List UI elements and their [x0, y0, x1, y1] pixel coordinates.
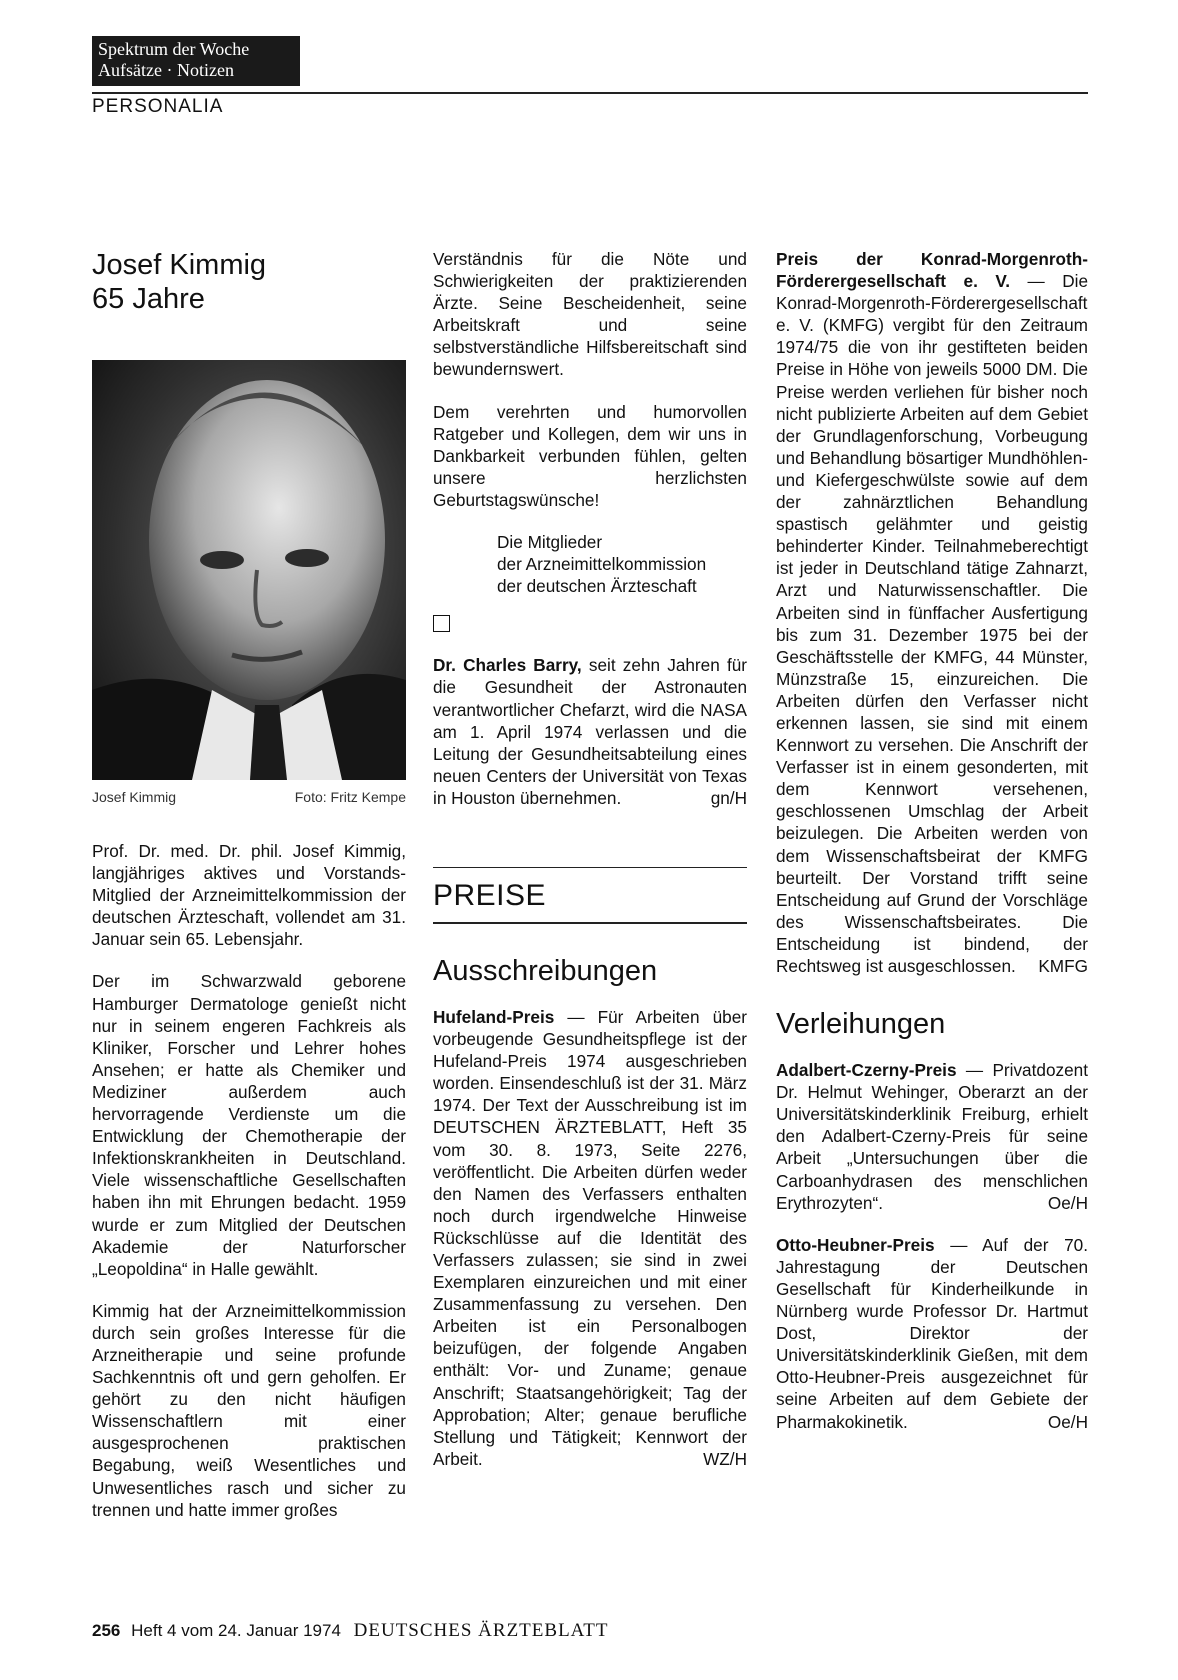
page-number: 256 — [92, 1621, 121, 1640]
column-2 — [433, 248, 747, 1490]
journal-name: DEUTSCHES ÄRZTEBLATT — [353, 1620, 609, 1641]
ausschreibungen-heading: Ausschreibungen — [433, 954, 658, 987]
section-end-box-icon — [433, 615, 450, 632]
heubner-signature: Oe/H — [1047, 1411, 1088, 1432]
barry-notice — [433, 654, 747, 809]
barry-text: seit zehn Jahren für die Gesundheit der Astronauten verantwortlicher Chefarzt, wird die NASA am 1. April 1974 verlassen und die Leitung der Gesundheitsabteilung eines neuen Centers der Universität von Texas in Houston übernehmen. — [433, 655, 747, 808]
preise-rule-top — [433, 867, 747, 869]
preise-heading: PREISE — [433, 879, 547, 913]
heubner-text: — Auf der 70. Jahrestagung der Deutschen Gesellschaft für Kinderheilkunde in Nürnberg wurde Professor Dr. Hartmut Dost, Direktor der Universitätskinderklinik Gießen, mit dem Otto-Heubner-Preis ausgezeichnet für seine Arbeiten auf dem Gebiete der Pharmakokinetik. — [776, 1234, 1088, 1432]
article-paragraph: Verständnis für die Nöte und Schwierigkeiten der praktizierenden Ärzte. Seine Bescheidenheit, seine Arbeitskraft und seine selbstverständliche Hilfsbereitschaft sind bewundernswert. — [433, 249, 747, 380]
hufeland-signature: WZ/H — [703, 1448, 747, 1469]
article-paragraph: Der im Schwarzwald geborene Hamburger Dermatologe genießt nicht nur in seinem engeren Fachkreis als Kliniker, Forscher und Lehrer hohes Ansehen; er hatte als Chemiker und Mediziner außerdem auch hervorragende Verdienste um die Entwicklung der Chemotherapie der Infektionskrankheiten in Deutschland. Viele wissenschaftliche Gesellschaften haben ihn mit Ehrungen bedacht. 1959 wurde er zum Mitglied der Deutschen Akademie der Naturforscher „Leopoldina“ in Halle gewählt. — [92, 971, 406, 1279]
kmfg-notice — [776, 248, 1088, 977]
section-tag-line2: Aufsätze · Notizen — [98, 60, 234, 80]
signature-line: der deutschen Ärzteschaft — [497, 576, 697, 597]
section-label: PERSONALIA — [92, 96, 224, 117]
photo-credit: Foto: Fritz Kempe — [294, 789, 406, 805]
kmfg-text: — Die Konrad-Morgenroth-Förderergesellschaft e. V. (KMFG) vergibt für den Zeitraum 1974/75 die von ihr gestifteten beiden Preise in Höhe von jeweils 5000 DM. Die Preise werden verliehen für bisher noch nicht publizierte Arbeiten auf dem Gebiet der Grundlagenforschung, Vorbeugung und Behandlung bösartiger Mundhöhlen- und Kiefergeschwülste sowie auf dem der zahnärztlichen Behandlung spastisch gelähmter und geistig behinderter Kinder. Teilnahmeberechtigt ist jeder in Deutschland tätige Zahnarzt, Arzt und Naturwissenschaftler. Die Arbeiten sind in fünffacher Ausfertigung bis zum 31. Dezember 1975 bei der Geschäftsstelle der KMFG, 44 Münster, Münzstraße 15, einzureichen. Die Arbeiten dürfen den Verfasser nicht erkennen lassen, sie sind mit einem Kennwort zu versehen. Die Anschrift der Verfasser ist in einem gesonderten, mit dem Kennwort versehenen, geschlossenen Umschlag der Arbeit beizulegen. Die Arbeiten werden von dem Wissenschaftsbeirat der KMFG beurteilt. Der Vorstand trifft seine Entscheidung auf Grund der Vorschläge des Wissenschaftsbeirates. Die Entscheidung ist bindend, der Rechtsweg ist ausgeschlossen. — [776, 271, 1089, 976]
hufeland-text: — Für Arbeiten über vorbeugende Gesundheitspflege ist der Hufeland-Preis 1974 ausgeschrieben worden. Einsendeschluß ist der 31. März 1974. Der Text der Ausschreibung ist im DEUTSCHEN ÄRZTEBLATT, Heft 35 vom 30. 8. 1973, Seite 2276, veröffentlicht. Die Arbeiten dürfen weder den Namen des Verfassers enthalten noch durch irgendwelche Hinweise Rückschlüsse auf die Identität des Verfassers zulassen; sie sind in zwei Exemplaren einzureichen und mit einer Zusammenfassung zu versehen. Den Arbeiten ist ein Personalbogen beizufügen, der folgende Angaben enthält: Vor- und Zuname; genaue Anschrift; Staatsangehörigkeit; Tag der Approbation; Alter; genaue berufliche Stellung und Tätigkeit; Kennwort der Arbeit. — [433, 1006, 747, 1469]
czerny-text: — Privatdozent Dr. Helmut Wehinger, Oberarzt an der Universitätskinderklinik Freiburg, erhielt den Adalbert-Czerny-Preis für seine Arbeit „Untersuchungen über die Carboanhydrasen des menschlichen Erythrozyten“. — [776, 1060, 1088, 1213]
barry-signature: gn/H — [710, 787, 747, 808]
signature-block — [497, 531, 747, 597]
verleihungen-heading: Verleihungen — [776, 1008, 946, 1041]
header-rule — [92, 92, 1088, 94]
article-paragraph: Dem verehrten und humorvollen Ratgeber und Kollegen, dem wir uns in Dankbarkeit verbunden fühlen, gelten unsere herzlichsten Geburtstagswünsche! — [433, 401, 747, 510]
article-title — [92, 248, 266, 316]
kmfg-name: Preis der Konrad-Morgenroth-Förderergesellschaft e. V. — [776, 249, 1088, 292]
czerny-signature: Oe/H — [1047, 1192, 1088, 1213]
article-title-line2: 65 Jahre — [92, 283, 205, 315]
czerny-notice — [776, 1059, 1088, 1214]
czerny-name: Adalbert-Czerny-Preis — [776, 1060, 957, 1081]
issue-info: Heft 4 vom 24. Januar 1974 — [131, 1621, 341, 1640]
preise-rule-bottom — [433, 922, 747, 924]
heubner-name: Otto-Heubner-Preis — [776, 1234, 935, 1255]
page-footer — [92, 1620, 609, 1642]
kmfg-signature: KMFG — [1038, 956, 1088, 976]
article-paragraph: Kimmig hat der Arzneimittelkommission durch sein großes Interesse für die Arzneitherapie und seine profunde Sachkenntnis oft und gern geholfen. Er gehört zu den nicht häufigen Wissenschaftlern mit einer ausgesprochenen praktischen Begabung, weiß Wesentliches und Unwesentliches rasch und sicher zu trennen und hatte immer großes — [92, 1300, 406, 1520]
column-3 — [776, 248, 1088, 1453]
article-title-line1: Josef Kimmig — [92, 249, 267, 281]
photo-caption: Josef Kimmig — [92, 789, 177, 805]
barry-name: Dr. Charles Barry, — [433, 655, 582, 676]
hufeland-name: Hufeland-Preis — [433, 1006, 555, 1027]
hufeland-notice — [433, 1006, 747, 1470]
portrait-photo — [92, 360, 406, 780]
section-tag — [92, 36, 300, 86]
article-paragraph: Prof. Dr. med. Dr. phil. Josef Kimmig, langjähriges aktives und Vorstands-Mitglied der Arzneimittelkommission der deutschen Ärzteschaft, vollendet am 31. Januar sein 65. Lebensjahr. — [92, 841, 406, 950]
signature-line: Die Mitglieder — [497, 532, 603, 553]
heubner-notice — [776, 1234, 1088, 1433]
signature-line: der Arzneimittelkommission — [497, 554, 707, 575]
section-tag-line1: Spektrum der Woche — [98, 39, 250, 59]
column-1 — [92, 840, 406, 1541]
